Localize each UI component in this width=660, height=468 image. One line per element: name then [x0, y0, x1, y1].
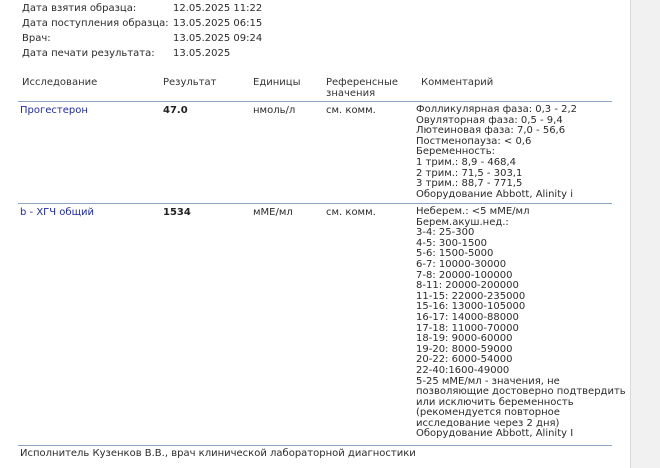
comment-line: 2 трим.: 71,5 - 303,1 — [416, 167, 523, 179]
comment-line: Лютеиновая фаза: 7,0 - 56,6 — [416, 125, 566, 137]
comment-line: Беременность: — [416, 146, 495, 158]
header-study: Исследование — [22, 77, 98, 88]
comment-line: 3 трим.: 88,7 - 771,5 — [416, 178, 523, 190]
comment-line: Оборудование Abbott, Alinity i — [416, 188, 574, 200]
comment-line: Берем.акуш.нед.: — [416, 216, 509, 228]
comment-line: 5-25 мМЕ/мл - значения, не — [416, 375, 560, 387]
header-divider — [18, 101, 612, 102]
row-units: мМЕ/мл — [253, 207, 293, 218]
comment-line: (рекомендуется повторное — [416, 407, 560, 419]
row-study-name: b - ХГЧ общий — [20, 207, 94, 218]
comment-line: Овуляторная фаза: 0,5 - 9,4 — [416, 114, 563, 126]
comment-line: 3-4: 25-300 — [416, 227, 475, 239]
page-gutter — [630, 0, 660, 468]
header-reference-line2: значения — [326, 88, 376, 99]
table-bottom-divider — [18, 445, 612, 446]
comment-line: 20-22: 6000-54000 — [416, 354, 513, 366]
comment-line: Фолликулярная фаза: 0,3 - 2,2 — [416, 104, 578, 115]
meta-value: 13.05.2025 06:15 — [173, 18, 263, 29]
row-study-name: Прогестерон — [20, 105, 88, 116]
meta-label: Дата поступления образца: — [22, 18, 169, 29]
comment-line: исследование через 2 дня) — [416, 417, 560, 429]
comment-line: 16-17: 14000-88000 — [416, 311, 519, 323]
row-comment — [416, 207, 626, 440]
header-reference-line1: Референсные — [326, 77, 399, 88]
meta-value: 12.05.2025 11:22 — [173, 3, 263, 14]
row-divider — [18, 203, 612, 204]
comment-line: 7-8: 20000-100000 — [416, 269, 513, 281]
header-reference — [326, 77, 398, 99]
header-comment: Комментарий — [421, 77, 494, 88]
comment-line: Оборудование Abbott, Alinity I — [416, 428, 574, 440]
header-units: Единицы — [253, 77, 301, 88]
comment-line: позволяющие достоверно подтвердить — [416, 386, 626, 398]
row-result-value: 1534 — [163, 207, 191, 218]
row-result-value: 47.0 — [163, 105, 188, 116]
meta-label: Дата взятия образца: — [22, 3, 137, 14]
comment-line: 18-19: 9000-60000 — [416, 333, 513, 345]
comment-line: 5-6: 1500-5000 — [416, 248, 494, 260]
comment-line: 17-18: 11000-70000 — [416, 322, 519, 334]
comment-line: 8-11: 20000-200000 — [416, 280, 519, 292]
comment-line: 22-40:1600-49000 — [416, 364, 510, 376]
comment-line: 15-16: 13000-105000 — [416, 301, 526, 313]
comment-line: 4-5: 300-1500 — [416, 237, 488, 249]
row-units: нмоль/л — [253, 105, 296, 116]
report-executor-signature: Исполнитель Кузенков В.В., врач клинической лабораторной диагностики — [20, 448, 416, 459]
row-reference: см. комм. — [326, 105, 376, 116]
row-comment — [416, 105, 577, 200]
comment-line: 11-15: 22000-235000 — [416, 290, 526, 302]
comment-line: или исключить беременность — [416, 396, 574, 408]
header-result: Результат — [163, 77, 217, 88]
comment-line: 19-20: 8000-59000 — [416, 343, 513, 355]
meta-value: 13.05.2025 — [173, 48, 231, 59]
comment-line: 1 трим.: 8,9 - 468,4 — [416, 156, 516, 168]
comment-line: Постменопауза: < 0,6 — [416, 135, 532, 147]
row-reference: см. комм. — [326, 207, 376, 218]
meta-label: Дата печати результата: — [22, 48, 155, 59]
comment-line: Неберем.: <5 мМЕ/мл — [416, 206, 530, 217]
meta-label: Врач: — [22, 33, 51, 44]
meta-value: 13.05.2025 09:24 — [173, 33, 263, 44]
comment-line: 6-7: 10000-30000 — [416, 258, 507, 270]
